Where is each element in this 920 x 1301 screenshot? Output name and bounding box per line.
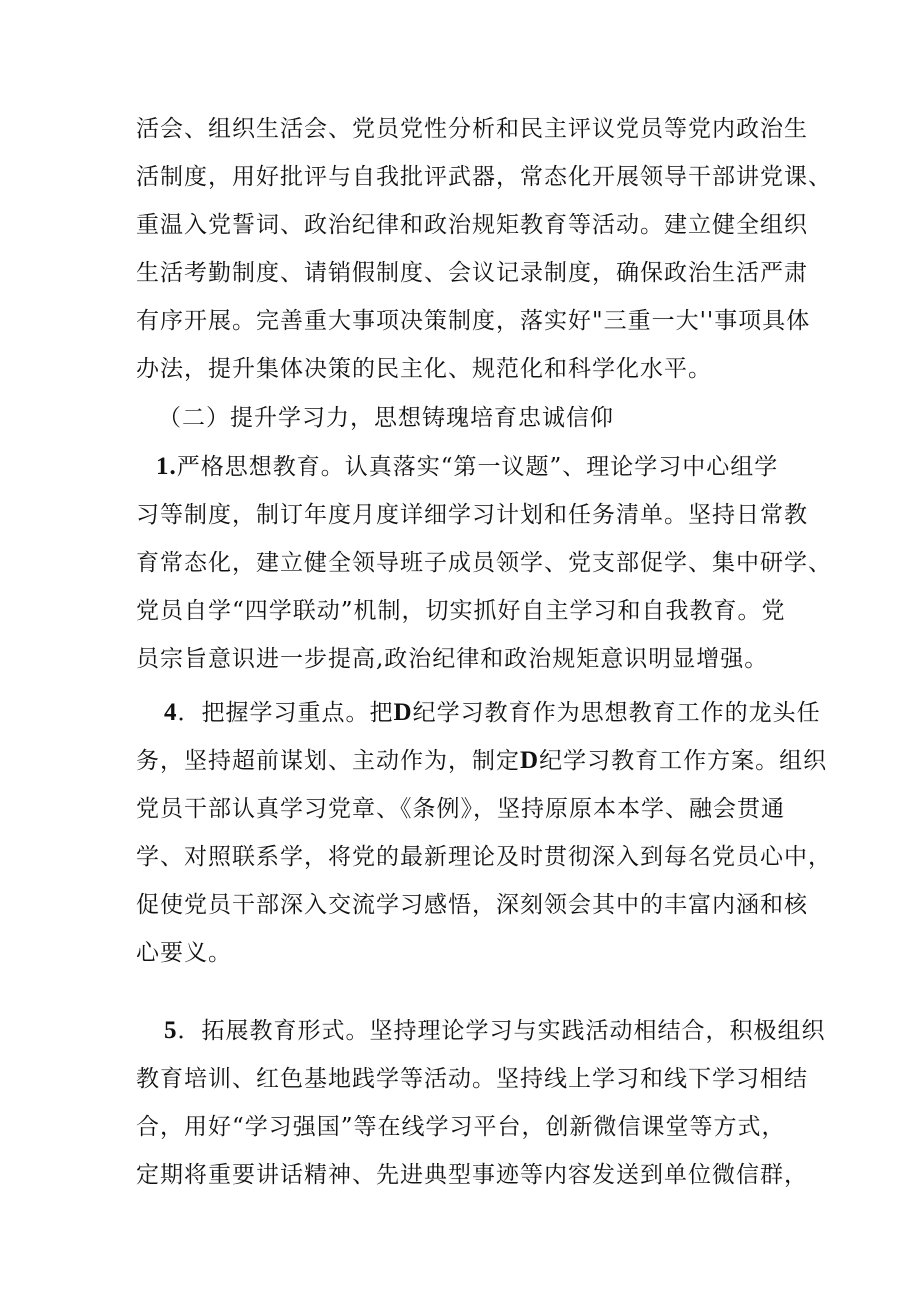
text-line: 活制度，用好批评与自我批评武器，常态化开展领导干部讲党课、 [136,164,832,190]
item-4-paragraph [136,689,832,977]
text-line: 心要义。 [136,940,232,966]
text-line: 党员干部认真学习党章、《条例》，坚持原原本本学、融会贯通 [136,796,785,822]
text-line: 生活考勤制度、请销假制度、会议记录制度，确保政治生活严肃 [136,260,808,286]
text-line: 合，用好“学习强国”等在线学习平台，创新微信课堂等方式， [136,1114,786,1140]
text-line: 定期将重要讲话精神、先进典型事迹等内容发送到单位微信群， [136,1162,808,1188]
text-line: 习等制度，制订年度月度详细学习计划和任务清单。坚持日常教 [136,502,808,528]
text-line: 活会、组织生活会、党员党性分析和民主评议党员等党内政治生 [136,116,808,142]
item-4-letter-d: D [520,747,540,774]
item-4-number: 4 [164,699,178,726]
item-1-paragraph [136,443,832,683]
item-1-number: 1. [156,453,177,480]
item-4-first-line [136,689,821,737]
item-5-paragraph [136,1007,826,1199]
item-1-first-line-text: 严格思想教育。认真落实“第一议题”、理论学习中心组学 [176,454,779,480]
text-line: 重温入党誓词、政治纪律和政治规矩教育等活动。建立健全组织 [136,212,808,238]
item-4-second-line-text-b: 纪学习教育工作方案。组织 [539,748,828,774]
text-line: 办法，提升集体决策的民主化、规范化和科学化水平。 [136,356,712,382]
section-heading [136,394,796,442]
text-line: 有序开展。完善重大事项决策制度，落实好"三重一大''事项具体 [136,308,811,334]
item-5-first-line [136,1007,826,1055]
text-line: 育常态化，建立健全领导班子成员领学、党支部促学、集中研学、 [136,550,832,576]
text-line: 党员自学“四学联动”机制，切实抓好自主学习和自我教育。党 [136,598,786,624]
item-4-second-line-text-a: 务，坚持超前谋划、主动作为，制定 [136,748,520,774]
item-4-letter-d: D [393,699,413,726]
item-4-first-line-text-b: 纪学习教育作为思想教育工作的龙头任 [412,700,821,726]
item-5-number: 5 [164,1017,178,1044]
text-line: 学、对照联系学，将党的最新理论及时贯彻深入到每名党员心中， [136,844,832,870]
item-5-first-line-text: ．拓展教育形式。坚持理论学习与实践活动相结合，积极组织 [177,1018,826,1044]
text-line: 促使党员干部深入交流学习感悟，深刻领会其中的丰富内涵和核 [136,892,808,918]
text-line: 员宗旨意识进一步提高,政治纪律和政治规矩意识明显增强。 [136,646,769,672]
item-4-first-line-text-a: ．把握学习重点。把 [177,700,394,726]
paragraph-political-life [136,105,832,393]
section-heading-text: （二）提升学习力，思想铸瑰培育忠诚信仰 [158,405,614,431]
text-line: 教育培训、红色基地践学等活动。坚持线上学习和线下学习相结 [136,1066,808,1092]
item-4-second-line [136,737,828,785]
item-1-first-line [136,443,796,491]
